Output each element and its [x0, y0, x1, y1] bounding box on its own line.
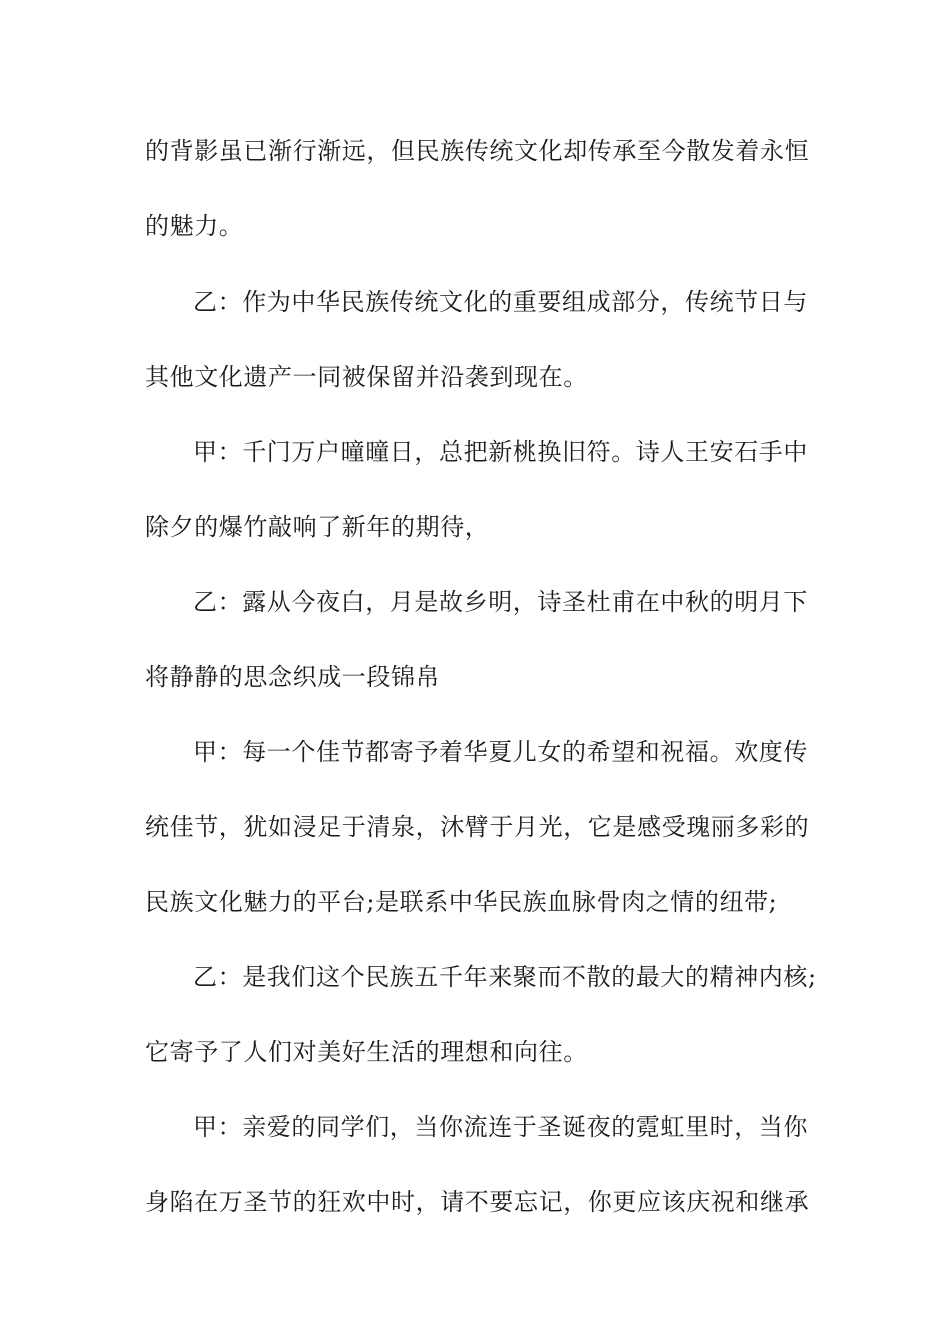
text-line: 民族文化魅力的平台;是联系中华民族血脉骨肉之情的纽带; — [145, 888, 778, 916]
paragraph-start-line: 甲：每一个佳节都寄予着华夏儿女的希望和祝福。欢度传 — [193, 738, 808, 766]
paragraph-start-line: 乙：是我们这个民族五千年来聚而不散的最大的精神内核; — [193, 963, 817, 991]
text-line: 身陷在万圣节的狂欢中时，请不要忘记，你更应该庆祝和继承 — [145, 1188, 810, 1216]
text-line: 将静静的思念织成一段锦帛 — [145, 663, 441, 691]
text-line: 的背影虽已渐行渐远，但民族传统文化却传承至今散发着永恒 — [145, 137, 810, 165]
text-line: 的魅力。 — [145, 212, 244, 240]
paragraph-start-line: 甲：千门万户曈曈日，总把新桃换旧符。诗人王安石手中 — [193, 438, 808, 466]
paragraph-start-line: 乙：作为中华民族传统文化的重要组成部分，传统节日与 — [193, 288, 808, 316]
text-line: 其他文化遗产一同被保留并沿袭到现在。 — [145, 363, 588, 391]
text-line: 除夕的爆竹敲响了新年的期待， — [145, 513, 490, 541]
text-line: 它寄予了人们对美好生活的理想和向往。 — [145, 1038, 588, 1066]
paragraph-start-line: 甲：亲爱的同学们，当你流连于圣诞夜的霓虹里时，当你 — [193, 1113, 808, 1141]
text-line: 统佳节，犹如浸足于清泉，沐臂于月光，它是感受瑰丽多彩的 — [145, 813, 810, 841]
paragraph-start-line: 乙：露从今夜白，月是故乡明，诗圣杜甫在中秋的明月下 — [193, 588, 808, 616]
